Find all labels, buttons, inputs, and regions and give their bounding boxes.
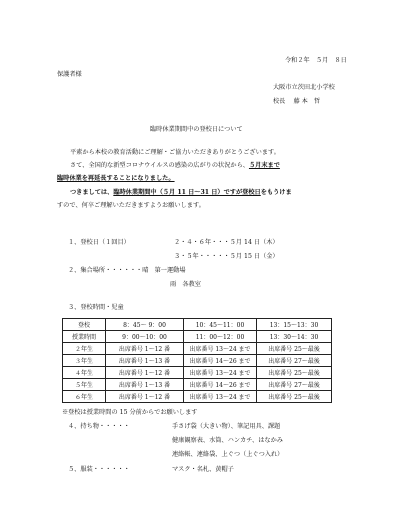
section-1-label: １、登校日（１回目） (68, 239, 130, 246)
table-row-header: 登校 (63, 319, 106, 331)
table-cell: 出席番号 27～最後 (257, 355, 332, 367)
section-1-date-2: ３・５年・・・・・５月 15 日（金） (174, 253, 279, 260)
body-line-1: 平素から本校の教育活動にご理解・ご協力いただきありがとうございます。 (70, 149, 280, 156)
table-cell: 11：00～12：00 (184, 331, 257, 343)
school-name: 大阪市立茨田北小学校 (273, 84, 335, 91)
recipient: 保護者様 (57, 71, 82, 78)
table-cell: 出席番号 13～24 まで (184, 343, 257, 355)
table-cell: 出席番号 25～最後 (257, 367, 332, 379)
table-row (63, 355, 332, 367)
table-row (63, 379, 332, 391)
table-row (63, 391, 332, 403)
body-line-2-text: さて、全国的な新型コロナウイルスの感染の広がりの状況から、 (70, 162, 249, 169)
section-1-date-1: ２・４・６年・・・５月 14 日（木） (174, 239, 279, 246)
section-4-label: ４、持ち物・・・・・ (68, 423, 130, 430)
table-cell: 出席番号 1～12 番 (106, 391, 184, 403)
body-line-2 (70, 163, 280, 169)
body-line-4-tail: をもうけま (260, 189, 292, 196)
table-row-header: 授業時間 (63, 331, 106, 343)
section-5-line-1: マスク・名札、黄帽子 (172, 466, 234, 473)
body-line-4 (70, 190, 292, 196)
section-4-line-2: 健康観察表、水筒、ハンカチ、はなかみ (172, 437, 283, 444)
document-title: 臨時休業期間中の登校日について (150, 126, 243, 133)
table-cell: 出席番号 13～24 まで (184, 391, 257, 403)
section-4-line-1: 手さげ袋（大きい物）、筆記用具、課題 (172, 423, 281, 430)
table-cell: 出席番号 1～13 番 (106, 355, 184, 367)
table-row-header: ２年生 (63, 343, 106, 355)
table-cell: 出席番号 27～最後 (257, 379, 332, 391)
section-3-label: ３、登校時間・児童 (68, 304, 124, 311)
principal-name: 校長 藤 本 哲 (273, 98, 321, 105)
table-cell: 出席番号 1～12 番 (106, 343, 184, 355)
table-cell: 13：15～13：30 (257, 319, 332, 331)
table-row-header: ５年生 (63, 379, 106, 391)
table-cell: 出席番号 25～最後 (257, 391, 332, 403)
issue-date: 令和２年 ５月 ８日 (285, 57, 347, 64)
section-5-label: ５、服装・・・・・・ (68, 466, 130, 473)
table-cell: 13：30～14：30 (257, 331, 332, 343)
table-cell: 8：45～ 9：00 (106, 319, 184, 331)
schedule-table (62, 318, 332, 403)
table-cell: 出席番号 25～最後 (257, 343, 332, 355)
table-row-header: ４年生 (63, 367, 106, 379)
table-cell: 出席番号 14～26 まで (184, 355, 257, 367)
body-line-4-text: つきましては、 (70, 189, 114, 196)
table-cell: 出席番号 14～26 まで (184, 379, 257, 391)
body-line-5: すので、何卒ご理解いただきますようお願いします。 (57, 202, 205, 209)
section-2-label: ２、集合場所・・・・・・晴 第一運動場 (68, 267, 186, 274)
table-row (63, 343, 332, 355)
table-cell: 10：45～11：00 (184, 319, 257, 331)
body-line-3: 臨時休業を再延長することになりました。 (57, 175, 175, 182)
table-row (63, 367, 332, 379)
table-cell: 出席番号 1～13 番 (106, 379, 184, 391)
body-line-2-emphasis: ５月末まで (248, 162, 280, 169)
table-cell: 9：00～10：00 (106, 331, 184, 343)
table-row-header: ３年生 (63, 355, 106, 367)
body-line-4-emphasis: 臨時休業期間中（５月 11 日～31 日）ですが登校日 (113, 189, 261, 196)
table-cell: 出席番号 1～12 番 (106, 367, 184, 379)
section-2-rain: 雨 各教室 (170, 281, 201, 288)
section-4-line-3: 連絡帳、連絡袋、上ぐつ（上ぐつ入れ） (172, 451, 284, 458)
arrival-note: ※登校は授業時間の 15 分前からでお願いします (62, 409, 198, 416)
table-row-header: ６年生 (63, 391, 106, 403)
table-row (63, 331, 332, 343)
table-row (63, 319, 332, 331)
table-cell: 出席番号 13～24 まで (184, 367, 257, 379)
